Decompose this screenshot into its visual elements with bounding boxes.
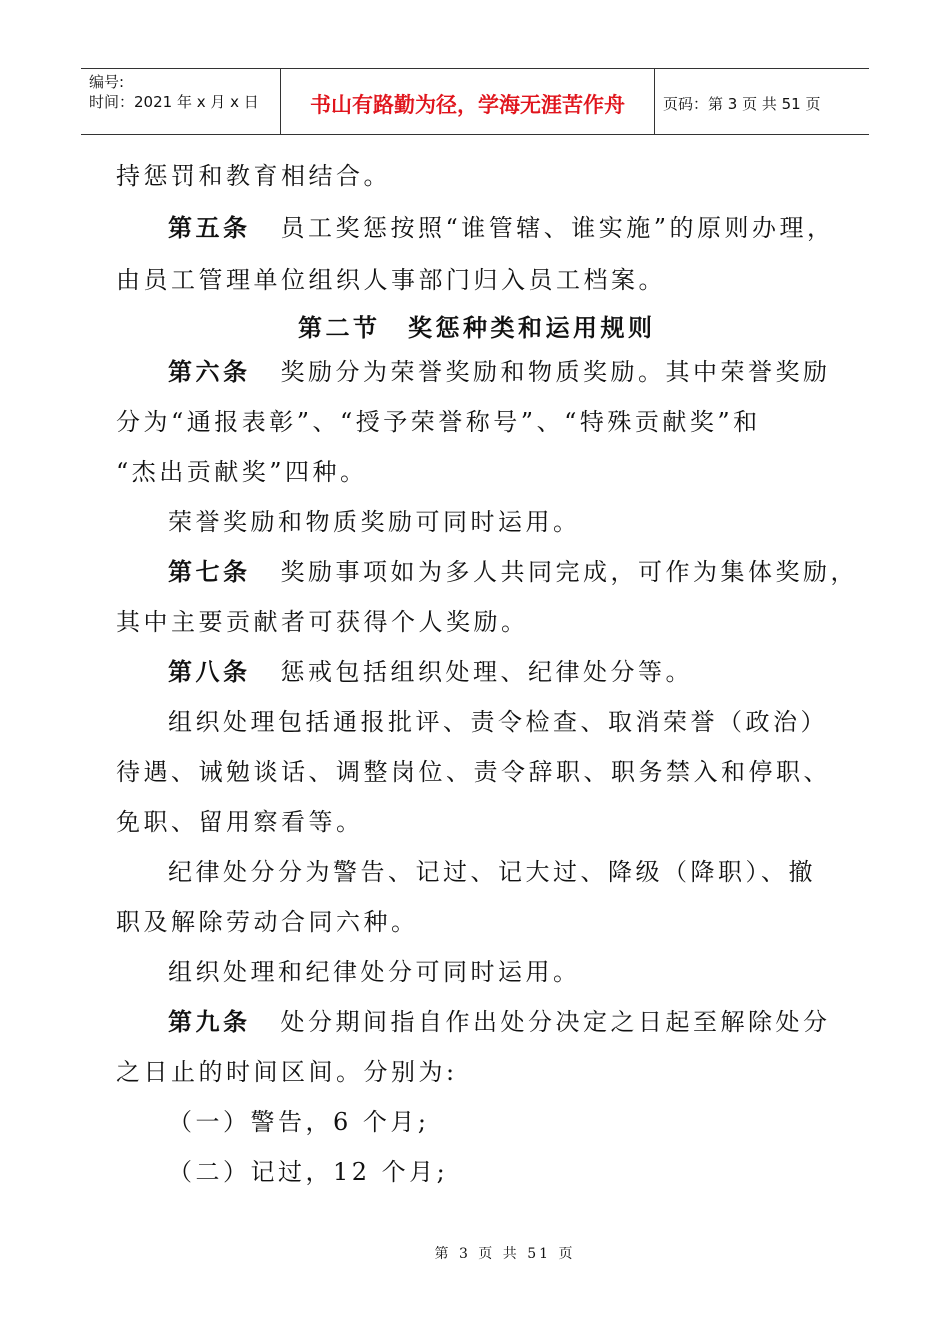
- article-7-text: 奖励事项如为多人共同完成，可作为集体奖励，: [280, 558, 858, 586]
- article-6-line-3: “杰出贡献奖”四种。: [116, 458, 368, 486]
- article-9-line-1: [168, 1004, 831, 1040]
- article-8-paragraph-2-line-2: 待遇、诫勉谈话、调整岗位、责令辞职、职务禁入和停职、: [116, 758, 831, 786]
- article-8-paragraph-4: 组织处理和纪律处分可同时运用。: [168, 958, 581, 986]
- article-9-text: 处分期间指自作出处分决定之日起至解除处分: [280, 1008, 831, 1036]
- article-6-paragraph-2: 荣誉奖励和物质奖励可同时运用。: [168, 508, 581, 536]
- article-6-title: 第六条: [168, 358, 251, 386]
- article-5-line-2: 由员工管理单位组织人事部门归入员工档案。: [116, 266, 666, 294]
- article-8-paragraph-2-line-1: 组织处理包括通报批评、责令检查、取消荣誉（政治）: [168, 708, 828, 736]
- document-number-label: 编号:: [89, 73, 125, 91]
- article-8-paragraph-2-line-3: 免职、留用察看等。: [116, 808, 364, 836]
- article-8-title: 第八条: [168, 658, 251, 686]
- article-7-line-1: [168, 554, 858, 590]
- header-meta: [81, 69, 281, 134]
- article-6-text: 奖励分为荣誉奖励和物质奖励。其中荣誉奖励: [280, 358, 831, 386]
- article-8-paragraph-3-line-2: 职及解除劳动合同六种。: [116, 908, 419, 936]
- page-header: [81, 68, 869, 135]
- article-8-line-1: [168, 654, 693, 690]
- list-item-1: （一）警告，6 个月;: [168, 1108, 430, 1136]
- article-5-text: 员工奖惩按照“谁管辖、谁实施”的原则办理，: [280, 214, 835, 242]
- header-motto: 书山有路勤为径，学海无涯苦作舟: [281, 69, 655, 134]
- header-page-info: 页码：第 3 页 共 51 页: [663, 95, 821, 113]
- article-7-line-2: 其中主要贡献者可获得个人奖励。: [116, 608, 529, 636]
- article-5-line-1: [168, 210, 835, 246]
- article-5-title: 第五条: [168, 214, 251, 242]
- article-8-paragraph-3-line-1: 纪律处分分为警告、记过、记大过、降级（降职）、撤: [168, 858, 816, 886]
- list-item-2: （二）记过，12 个月;: [168, 1158, 449, 1186]
- paragraph-line: 持惩罚和教育相结合。: [116, 162, 391, 190]
- article-6-line-2: 分为“通报表彰”、“授予荣誉称号”、“特殊贡献奖”和: [116, 408, 761, 436]
- article-9-line-2: 之日止的时间区间。分别为:: [116, 1058, 458, 1086]
- article-7-title: 第七条: [168, 558, 251, 586]
- article-8-text: 惩戒包括组织处理、纪律处分等。: [280, 658, 693, 686]
- article-6-line-1: [168, 354, 831, 390]
- page-footer: 第 3 页 共 51 页: [434, 1246, 576, 1262]
- section-title: 第二节 奖惩种类和运用规则: [298, 314, 656, 342]
- document-date: 时间：2021 年 x 月 x 日: [89, 93, 259, 111]
- article-9-title: 第九条: [168, 1008, 251, 1036]
